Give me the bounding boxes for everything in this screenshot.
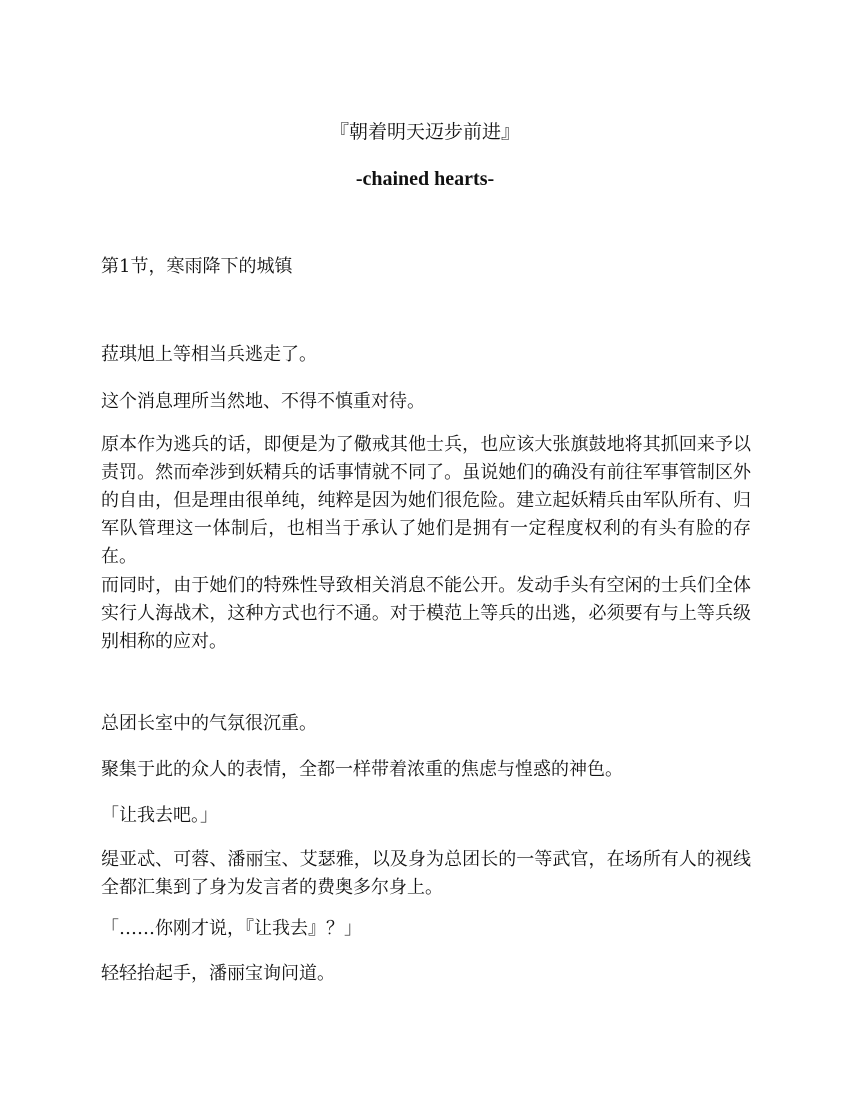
paragraph: 缇亚忒、可蓉、潘丽宝、艾瑟雅，以及身为总团长的一等武官，在场所有人的视线全都汇集到了身为发言者的费奥多尔身上。 xyxy=(101,849,751,898)
document-subtitle: -chained hearts- xyxy=(355,168,495,190)
paragraph: 轻轻抬起手，潘丽宝询问道。 xyxy=(101,963,335,984)
dialogue-line: 「……你刚才说，『让我去』？」 xyxy=(101,918,362,939)
section-heading: 第1节，寒雨降下的城镇 xyxy=(101,256,293,277)
paragraph: 而同时，由于她们的特殊性导致相关消息不能公开。发动手头有空闲的士兵们全体实行人海战术，这种方式也行不通。对于模范上等兵的出逃，必须要有与上等兵级别相称的应对。 xyxy=(101,575,751,652)
document-title: 『朝着明天迈步前进』 xyxy=(329,121,520,143)
paragraph: 这个消息理所当然地、不得不慎重对待。 xyxy=(101,391,425,412)
paragraph: 菈琪旭上等相当兵逃走了。 xyxy=(101,344,317,365)
paragraph: 原本作为逃兵的话，即便是为了儆戒其他士兵，也应该大张旗鼓地将其抓回来予以责罚。然而牵涉到妖精兵的话事情就不同了。虽说她们的确没有前往军事管制区外的自由，但是理由很单纯，纯粹是因为她们很危险。建立起妖精兵由军队所有、归军队管理这一体制后，也相当于承认了她们是拥有一定程度权利的有头有脸的存在。 xyxy=(101,434,751,567)
dialogue-line: 「让我去吧。」 xyxy=(101,805,218,826)
paragraph: 聚集于此的众人的表情，全都一样带着浓重的焦虑与惶惑的神色。 xyxy=(101,759,623,780)
paragraph: 总团长室中的气氛很沉重。 xyxy=(101,713,317,734)
